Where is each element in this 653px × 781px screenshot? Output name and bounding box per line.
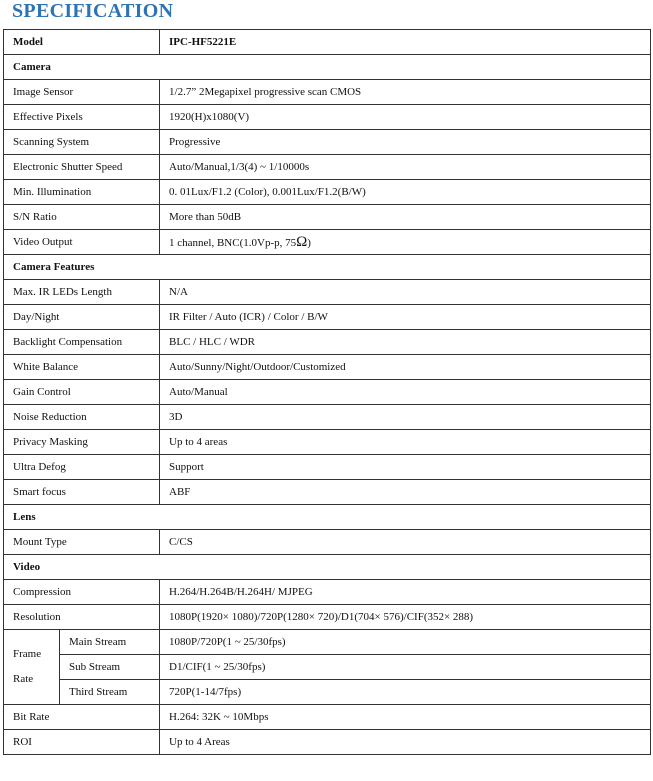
spec-value: H.264: 32K ~ 10Mbps [160, 705, 651, 730]
table-row [4, 455, 651, 480]
spec-label: Resolution [4, 605, 160, 630]
spec-label: Compression [4, 580, 160, 605]
table-row [4, 680, 651, 705]
table-row [4, 530, 651, 555]
table-row [4, 430, 651, 455]
section-row-lens [4, 505, 651, 530]
section-video: Video [4, 555, 651, 580]
spec-value: N/A [160, 280, 651, 305]
table-row [4, 580, 651, 605]
frame-rate-label [4, 630, 60, 705]
spec-label: S/N Ratio [4, 205, 160, 230]
spec-value: 3D [160, 405, 651, 430]
spec-value: Up to 4 areas [160, 430, 651, 455]
stream-label: Sub Stream [60, 655, 160, 680]
spec-label: Mount Type [4, 530, 160, 555]
section-row-features [4, 255, 651, 280]
spec-label: Video Output [4, 230, 160, 255]
spec-value: 0. 01Lux/F1.2 (Color), 0.001Lux/F1.2(B/W) [160, 180, 651, 205]
video-output-text: 1 channel, BNC(1.0Vp-p, 75 [169, 236, 297, 249]
spec-label: Day/Night [4, 305, 160, 330]
model-label: Model [4, 30, 160, 55]
section-camera: Camera [4, 55, 651, 80]
spec-label: Privacy Masking [4, 430, 160, 455]
table-row [4, 380, 651, 405]
table-row [4, 230, 651, 255]
page-title: SPECIFICATION [12, 0, 174, 22]
table-row [4, 480, 651, 505]
spec-label: Image Sensor [4, 80, 160, 105]
ohm-symbol: Ω [296, 233, 308, 250]
table-row [4, 305, 651, 330]
table-row [4, 130, 651, 155]
spec-label: Electronic Shutter Speed [4, 155, 160, 180]
spec-label: Bit Rate [4, 705, 160, 730]
stream-label: Third Stream [60, 680, 160, 705]
spec-value: BLC / HLC / WDR [160, 330, 651, 355]
spec-value: Up to 4 Areas [160, 730, 651, 755]
table-row [4, 655, 651, 680]
table-row [4, 205, 651, 230]
table-row [4, 730, 651, 755]
spec-label: Max. IR LEDs Length [4, 280, 160, 305]
spec-label: Smart focus [4, 480, 160, 505]
spec-value: H.264/H.264B/H.264H/ MJPEG [160, 580, 651, 605]
section-lens: Lens [4, 505, 651, 530]
spec-label: ROI [4, 730, 160, 755]
section-camera-features: Camera Features [4, 255, 651, 280]
table-row [4, 355, 651, 380]
spec-value: 1080P(1920× 1080)/720P(1280× 720)/D1(704× 576)/CIF(352× 288) [160, 605, 651, 630]
spec-value: More than 50dB [160, 205, 651, 230]
spec-label: Scanning System [4, 130, 160, 155]
spec-value: Progressive [160, 130, 651, 155]
spec-value: C/CS [160, 530, 651, 555]
table-row-model [4, 30, 651, 55]
spec-value: 1080P/720P(1 ~ 25/30fps) [160, 630, 651, 655]
section-row-video [4, 555, 651, 580]
table-row [4, 630, 651, 655]
spec-value: Auto/Sunny/Night/Outdoor/Customized [160, 355, 651, 380]
video-output-close: ) [307, 236, 311, 249]
spec-value: 720P(1-14/7fps) [160, 680, 651, 705]
table-row [4, 405, 651, 430]
spec-value: ABF [160, 480, 651, 505]
table-row [4, 330, 651, 355]
spec-label: Min. Illumination [4, 180, 160, 205]
spec-value: Support [160, 455, 651, 480]
spec-value: 1920(H)x1080(V) [160, 105, 651, 130]
table-row [4, 80, 651, 105]
spec-label: Gain Control [4, 380, 160, 405]
spec-value: D1/CIF(1 ~ 25/30fps) [160, 655, 651, 680]
spec-label: Backlight Compensation [4, 330, 160, 355]
model-value: IPC-HF5221E [160, 30, 651, 55]
table-row [4, 705, 651, 730]
spec-value [160, 230, 651, 255]
spec-value: Auto/Manual [160, 380, 651, 405]
table-row [4, 155, 651, 180]
table-row [4, 605, 651, 630]
spec-value: 1/2.7” 2Megapixel progressive scan CMOS [160, 80, 651, 105]
table-row [4, 105, 651, 130]
section-row-camera [4, 55, 651, 80]
frame-rate-label-line2: Rate [13, 673, 34, 685]
table-row [4, 280, 651, 305]
spec-value: Auto/Manual,1/3(4) ~ 1/10000s [160, 155, 651, 180]
table-row [4, 180, 651, 205]
spec-label: White Balance [4, 355, 160, 380]
frame-rate-label-line1: Frame [13, 648, 42, 660]
specification-table [3, 29, 651, 755]
stream-label: Main Stream [60, 630, 160, 655]
spec-label: Noise Reduction [4, 405, 160, 430]
spec-label: Effective Pixels [4, 105, 160, 130]
spec-value: IR Filter / Auto (ICR) / Color / B/W [160, 305, 651, 330]
spec-label: Ultra Defog [4, 455, 160, 480]
